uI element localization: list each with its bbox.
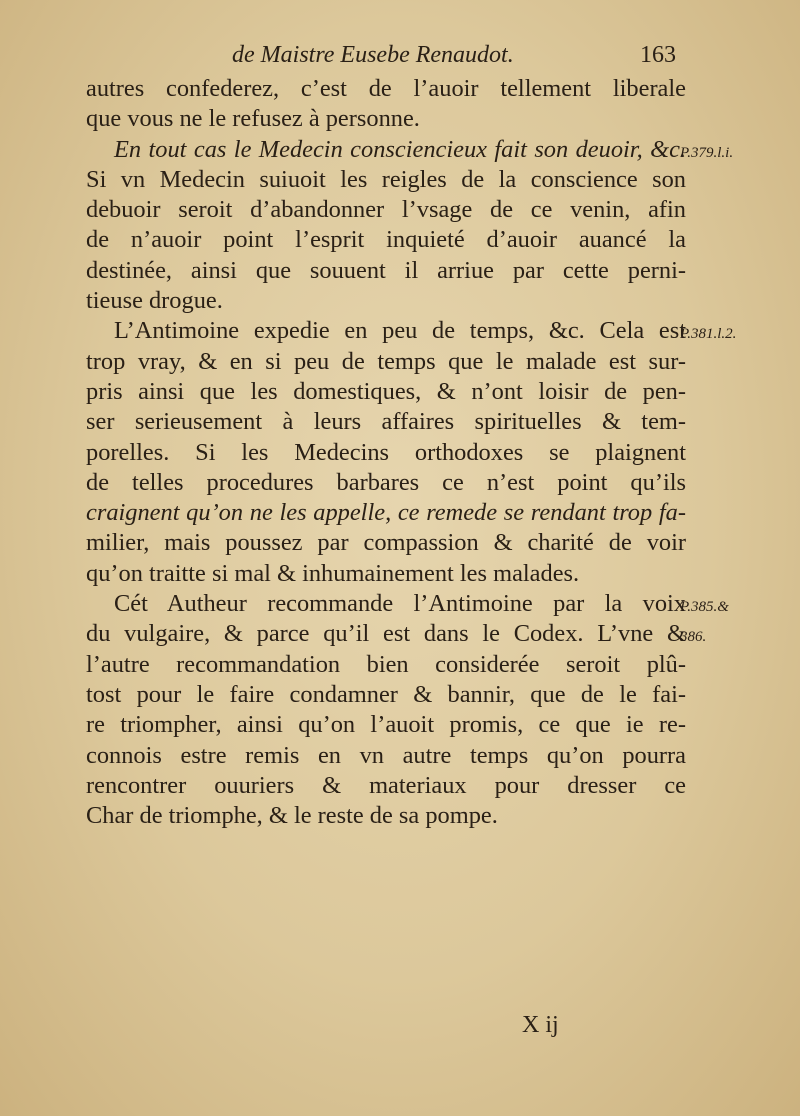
margin-note: P.381.l.2. <box>680 326 737 343</box>
text-line: Si vn Medecin suiuoit les reigles de la conscience son <box>86 165 686 193</box>
margin-note: P.385.& <box>680 599 729 616</box>
text-line: qu’on traitte si mal & inhumainement les malades. <box>86 559 580 587</box>
text-line: que vous ne le refusez à personne. <box>86 105 420 133</box>
text-line: autres confederez, c’est de l’auoir tellement liberale <box>86 75 686 102</box>
text-line: ser serieusement à leurs affaires spirituelles & tem- <box>86 408 686 436</box>
margin-note: P.379.l.i. <box>680 144 734 161</box>
text-line: craignent qu’on ne les appelle, ce remede se rendant trop fa- <box>86 499 686 527</box>
text-line: tost pour le faire condamner & bannir, que de le fai- <box>86 680 686 708</box>
page-header <box>232 42 692 76</box>
text-line: Cét Autheur recommande l’Antimoine par la voix <box>114 590 686 618</box>
text-line: En tout cas le Medecin consciencieux fait son deuoir, &c. <box>114 135 686 163</box>
text-line: re triompher, ainsi qu’on l’auoit promis, ce que ie re- <box>86 711 686 739</box>
margin-note: 386. <box>680 629 707 646</box>
page-number: 163 <box>640 42 676 68</box>
text-line: L’Antimoine expedie en peu de temps, &c. Cela est <box>114 317 686 345</box>
text-line: tieuse drogue. <box>86 287 223 315</box>
signature-mark: X ij <box>522 1012 559 1038</box>
text-line: l’autre recommandation bien considerée seroit plû- <box>86 650 686 678</box>
text-line: destinée, ainsi que souuent il arriue par cette perni- <box>86 256 686 284</box>
text-line: de telles procedures barbares ce n’est point qu’ils <box>86 468 686 496</box>
text-line: trop vray, & en si peu de temps que le malade est sur- <box>86 347 686 375</box>
text-line: de n’auoir point l’esprit inquieté d’auoir auancé la <box>86 226 686 254</box>
main-text <box>86 74 686 831</box>
text-line: pris ainsi que les domestiques, & n’ont loisir de pen- <box>86 377 686 405</box>
text-line: debuoir seroit d’abandonner l’vsage de ce venin, afin <box>86 196 686 224</box>
running-title: de Maistre Eusebe Renaudot. <box>232 42 514 68</box>
text-line: porelles. Si les Medecins orthodoxes se plaignent <box>86 438 686 466</box>
text-line: Char de triomphe, & le reste de sa pompe. <box>86 802 498 830</box>
text-line: rencontrer ouuriers & materiaux pour dresser ce <box>86 771 686 799</box>
text-line: milier, mais poussez par compassion & charité de voir <box>86 529 686 557</box>
text-line: du vulgaire, & parce qu’il est dans le Codex. L’vne & <box>86 620 686 648</box>
text-line: connois estre remis en vn autre temps qu’on pourra <box>86 741 686 769</box>
